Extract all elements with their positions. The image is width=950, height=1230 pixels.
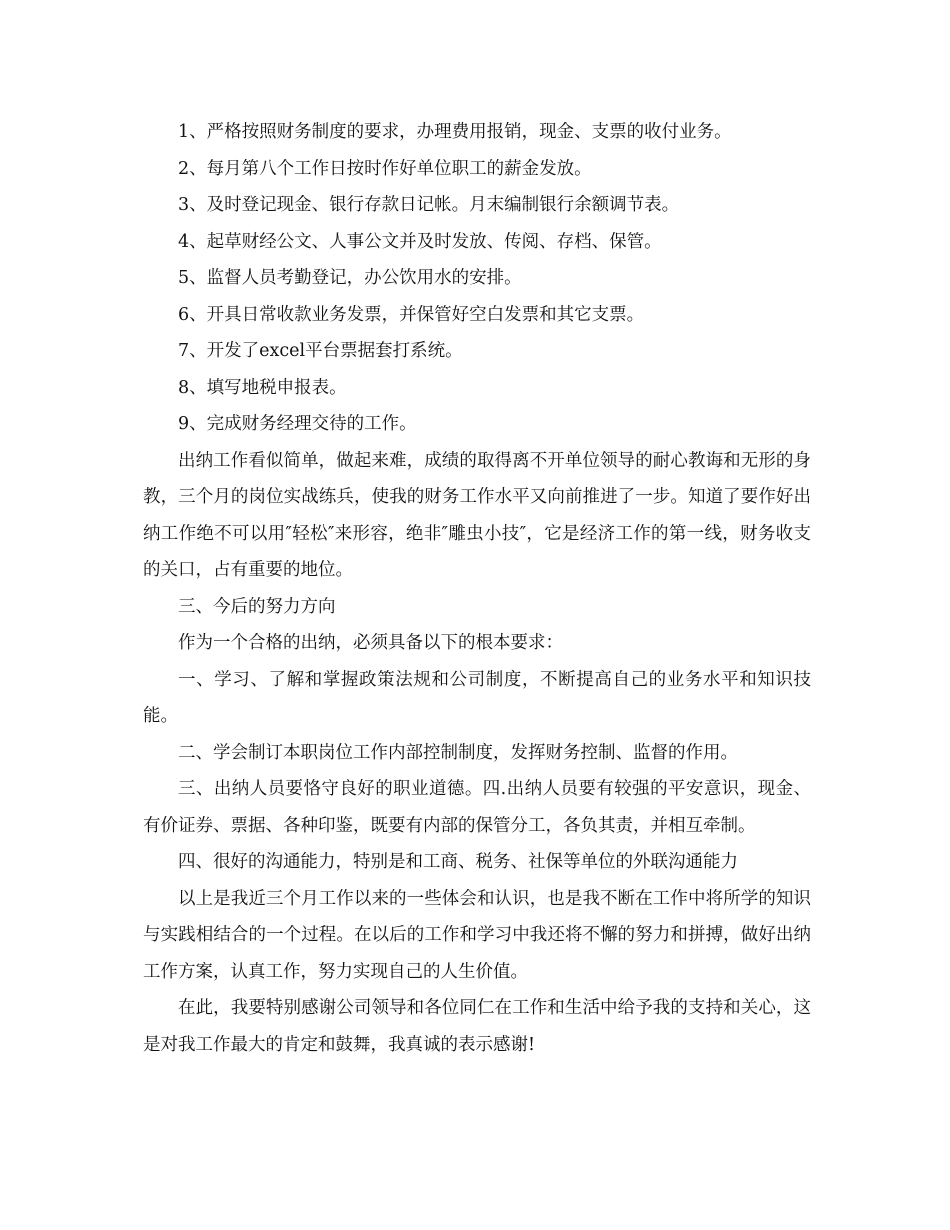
requirement-1: 一、学习、了解和掌握政策法规和公司制度，不断提高自己的业务水平和知识技能。 xyxy=(143,669,811,726)
requirement-2: 二、学会制订本职岗位工作内部控制制度，发挥财务控制、监督的作用。 xyxy=(178,742,738,763)
requirement-3: 三、出纳人员要恪守良好的职业道德。四.出纳人员要有较强的平安意识，现金、有价证券、票据、各种印鉴，既要有内部的保管分工，各负其责，并相互牵制。 xyxy=(143,779,811,836)
duty-item-7: 7、开发了excel平台票据套打系统。 xyxy=(178,341,463,361)
duty-item-9: 9、完成财务经理交待的工作。 xyxy=(178,414,417,434)
duty-item-4: 4、起草财经公文、人事公文并及时发放、传阅、存档、保管。 xyxy=(178,231,662,252)
document-body xyxy=(143,114,811,1063)
duty-item-3: 3、及时登记现金、银行存款日记帐。月末编制银行余额调节表。 xyxy=(178,195,680,215)
requirements-intro: 作为一个合格的出纳，必须具备以下的根本要求： xyxy=(178,633,563,653)
requirement-4: 四、很好的沟通能力，特别是和工商、税务、社保等单位的外联沟通能力 xyxy=(178,852,738,872)
duty-item-6: 6、开具日常收款业务发票，并保管好空白发票和其它支票。 xyxy=(178,304,645,325)
reflection-paragraph: 出纳工作看似简单，做起来难，成绩的取得离不开单位领导的耐心教诲和无形的身教，三个月的岗位实战练兵，使我的财务工作水平又向前推进了一步。知道了要作好出纳工作绝不可以用″轻松″来形容，绝非″雕虫小技″，它是经济工作的第一线，财务收支的关口，占有重要的地位。 xyxy=(143,450,811,580)
summary-paragraph: 以上是我近三个月工作以来的一些体会和认识，也是我不断在工作中将所学的知识与实践相结合的一个过程。在以后的工作和学习中我还将不懈的努力和拼搏，做好出纳工作方案，认真工作，努力实现自己的人生价值。 xyxy=(143,888,811,982)
section-heading: 三、今后的努力方向 xyxy=(178,596,336,617)
duty-item-1: 1、严格按照财务制度的要求，办理费用报销，现金、支票的收付业务。 xyxy=(178,122,732,142)
thanks-paragraph: 在此，我要特别感谢公司领导和各位同仁在工作和生活中给予我的支持和关心，这是对我工作最大的肯定和鼓舞，我真诚的表示感谢! xyxy=(143,998,811,1055)
duty-item-2: 2、每月第八个工作日按时作好单位职工的薪金发放。 xyxy=(178,158,592,179)
duty-item-8: 8、填写地税申报表。 xyxy=(178,377,347,398)
duty-item-5: 5、监督人员考勤登记，办公饮用水的安排。 xyxy=(178,268,522,288)
